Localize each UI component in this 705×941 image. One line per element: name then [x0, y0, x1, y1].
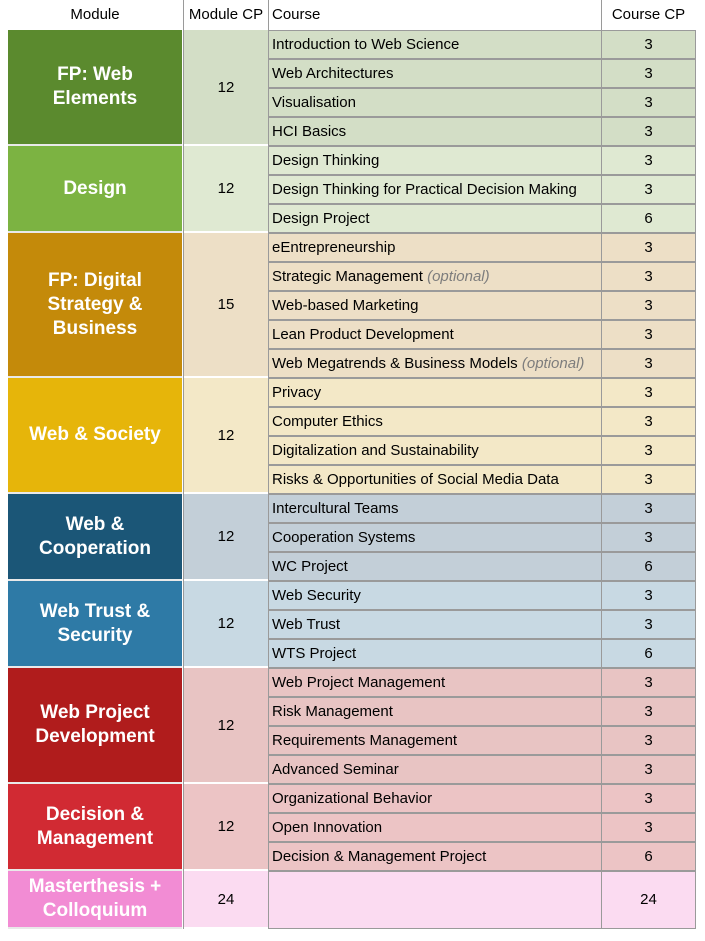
course-title: Web Security: [272, 587, 361, 604]
course-name: [269, 813, 601, 842]
course-name: [269, 726, 601, 755]
course-cp: 3: [602, 117, 695, 146]
course-title: WC Project: [272, 558, 348, 575]
course-cp: 6: [602, 552, 695, 581]
module-name: FP: Digital Strategy & Business: [8, 233, 182, 378]
module-cp: 12: [184, 668, 268, 784]
course-cp: 3: [602, 726, 695, 755]
module-cp: 12: [184, 146, 268, 233]
module-name: FP: Web Elements: [8, 30, 182, 146]
course-name: [269, 784, 601, 813]
course-name: [269, 465, 601, 494]
course-cp: 3: [602, 610, 695, 639]
course-name: [269, 668, 601, 697]
grid-line: [601, 0, 602, 929]
course-title: Web-based Marketing: [272, 297, 419, 314]
course-name: [269, 407, 601, 436]
course-name: [269, 494, 601, 523]
module-name: Design: [8, 146, 182, 233]
course-name: [269, 117, 601, 146]
module-cp: 12: [184, 378, 268, 494]
course-name: [269, 146, 601, 175]
course-title: Computer Ethics: [272, 413, 383, 430]
grid-line: [695, 30, 696, 929]
optional-note: (optional): [521, 355, 585, 372]
module-name: Web & Cooperation: [8, 494, 182, 581]
course-title: Web Architectures: [272, 65, 394, 82]
course-cp: 6: [602, 842, 695, 871]
course-cp: 3: [602, 697, 695, 726]
course-cp: 3: [602, 813, 695, 842]
course-cp: 3: [602, 465, 695, 494]
course-name: [269, 88, 601, 117]
course-cp: 3: [602, 407, 695, 436]
course-title: HCI Basics: [272, 123, 347, 140]
course-cp: 3: [602, 59, 695, 88]
course-name: [269, 233, 601, 262]
course-name: [269, 349, 601, 378]
course-name: [269, 378, 601, 407]
course-title: Risks & Opportunities of Social Media Data: [272, 471, 559, 488]
course-cp: 3: [602, 349, 695, 378]
course-title: Strategic Management: [272, 268, 423, 285]
course-name: [269, 697, 601, 726]
course-name: [269, 755, 601, 784]
course-title: Risk Management: [272, 703, 393, 720]
course-title: Lean Product Development: [272, 326, 454, 343]
course-cp: 3: [602, 436, 695, 465]
course-title: Intercultural Teams: [272, 500, 399, 517]
module-cp: 12: [184, 784, 268, 871]
header-course-cp: Course CP: [611, 6, 686, 23]
course-title: Design Thinking for Practical Decision Making: [272, 181, 577, 198]
course-title: Design Project: [272, 210, 370, 227]
course-title: Introduction to Web Science: [272, 36, 460, 53]
course-name: [269, 842, 601, 871]
course-cp: 3: [602, 30, 695, 59]
course-title: Web Megatrends & Business Models: [272, 355, 518, 372]
course-cp: 3: [602, 494, 695, 523]
module-cp: 12: [184, 30, 268, 146]
course-name: [269, 204, 601, 233]
module-name: Masterthesis + Colloquium: [8, 871, 182, 929]
course-name: [269, 175, 601, 204]
course-name: [269, 59, 601, 88]
course-cp: 3: [602, 146, 695, 175]
course-cp: 3: [602, 523, 695, 552]
course-cp: 3: [602, 668, 695, 697]
module-cp: 24: [184, 871, 268, 929]
module-name: Web Trust & Security: [8, 581, 182, 668]
course-title: Visualisation: [272, 94, 356, 111]
grid-line: [183, 0, 184, 929]
course-cp: 3: [602, 175, 695, 204]
course-cp: 3: [602, 755, 695, 784]
grid-line: [268, 0, 269, 929]
module-cp: 12: [184, 494, 268, 581]
module-cp: 12: [184, 581, 268, 668]
course-name: [269, 523, 601, 552]
course-name: [269, 30, 601, 59]
course-name: [269, 262, 601, 291]
course-title: Decision & Management Project: [272, 848, 487, 865]
course-cp: 3: [602, 581, 695, 610]
course-title: Design Thinking: [272, 152, 380, 169]
course-name: [269, 320, 601, 349]
course-cp: 3: [602, 378, 695, 407]
course-title: Advanced Seminar: [272, 761, 399, 778]
course-title: eEntrepreneurship: [272, 239, 396, 256]
course-name: [269, 291, 601, 320]
course-cp: 24: [602, 871, 695, 929]
course-title: Cooperation Systems: [272, 529, 416, 546]
header-module: Module: [70, 6, 120, 23]
course-title: Open Innovation: [272, 819, 383, 836]
course-title: Web Project Management: [272, 674, 446, 691]
course-cp: 3: [602, 88, 695, 117]
course-name: [269, 581, 601, 610]
course-cp: 6: [602, 639, 695, 668]
course-name: [269, 610, 601, 639]
course-title: Organizational Behavior: [272, 790, 433, 807]
course-title: Digitalization and Sustainability: [272, 442, 479, 459]
module-name: Web Project Development: [8, 668, 182, 784]
course-cp: 3: [602, 320, 695, 349]
course-title: WTS Project: [272, 645, 357, 662]
module-name: Web & Society: [8, 378, 182, 494]
optional-note: (optional): [427, 268, 490, 285]
course-cp: 3: [602, 784, 695, 813]
course-name: [269, 436, 601, 465]
course-title: Requirements Management: [272, 732, 458, 749]
course-cp: 3: [602, 262, 695, 291]
module-name: Decision & Management: [8, 784, 182, 871]
course-cp: 3: [602, 233, 695, 262]
course-name: [269, 639, 601, 668]
header-course: Course: [272, 6, 321, 23]
header-module-cp: Module CP: [188, 6, 264, 23]
course-name: [269, 552, 601, 581]
course-title: Web Trust: [272, 616, 341, 633]
module-cp: 15: [184, 233, 268, 378]
course-name: [269, 871, 601, 929]
course-cp: 3: [602, 291, 695, 320]
course-title: Privacy: [272, 384, 322, 401]
course-cp: 6: [602, 204, 695, 233]
